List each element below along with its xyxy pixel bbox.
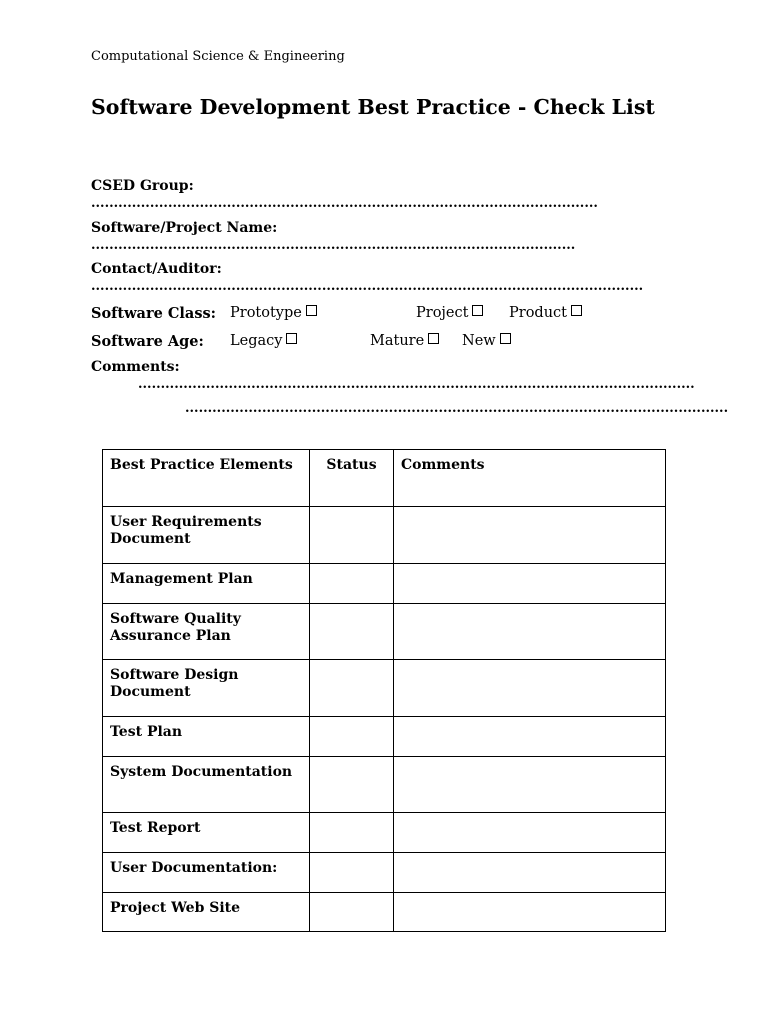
csed-group-label: CSED Group: [91, 178, 194, 194]
comments-cell[interactable] [394, 717, 666, 757]
comments-cell[interactable] [394, 564, 666, 604]
header-comments: Comments [394, 450, 666, 507]
option-new[interactable] [462, 333, 511, 349]
department-heading: Computational Science & Engineering [91, 49, 345, 64]
comments-cell[interactable] [394, 853, 666, 893]
row-label: User Requirements Document [103, 507, 310, 564]
row-label: User Documentation: [103, 853, 310, 893]
checkbox-project[interactable] [472, 305, 483, 316]
option-prototype[interactable] [230, 305, 317, 321]
option-product-label: Product [509, 305, 567, 321]
comments-cell[interactable] [394, 813, 666, 853]
table-row [103, 893, 666, 932]
row-label: Test Report [103, 813, 310, 853]
software-class-label: Software Class: [91, 305, 216, 322]
checkbox-mature[interactable] [428, 333, 439, 344]
option-product[interactable] [509, 305, 582, 321]
option-mature[interactable] [370, 333, 439, 349]
comments-cell[interactable] [394, 507, 666, 564]
header-best-practice: Best Practice Elements [103, 450, 310, 507]
best-practice-table [102, 449, 666, 932]
table-row [103, 717, 666, 757]
comments-dotted-line-1[interactable]: ........................................................................................................................... [138, 377, 695, 392]
status-cell[interactable] [310, 660, 394, 717]
comments-cell[interactable] [394, 660, 666, 717]
checkbox-legacy[interactable] [286, 333, 297, 344]
option-mature-label: Mature [370, 333, 425, 349]
table-row [103, 507, 666, 564]
comments-cell[interactable] [394, 604, 666, 660]
option-project[interactable] [416, 305, 483, 321]
status-cell[interactable] [310, 757, 394, 813]
checkbox-product[interactable] [571, 305, 582, 316]
option-legacy-label: Legacy [230, 333, 283, 349]
table-row [103, 853, 666, 893]
row-label: Management Plan [103, 564, 310, 604]
table-row [103, 564, 666, 604]
contact-auditor-dotted-line[interactable]: .......................................................................................................................... [91, 279, 644, 294]
row-label: Test Plan [103, 717, 310, 757]
status-cell[interactable] [310, 893, 394, 932]
comments-dotted-line-2[interactable]: ........................................................................................................................ [185, 401, 729, 416]
comments-cell[interactable] [394, 757, 666, 813]
table-row [103, 813, 666, 853]
option-new-label: New [462, 333, 496, 349]
table-row [103, 757, 666, 813]
status-cell[interactable] [310, 717, 394, 757]
status-cell[interactable] [310, 813, 394, 853]
software-age-label: Software Age: [91, 333, 204, 350]
row-label: Software Quality Assurance Plan [103, 604, 310, 660]
row-label: System Documentation [103, 757, 310, 813]
software-class-row [91, 305, 567, 322]
contact-auditor-label: Contact/Auditor: [91, 261, 222, 277]
project-name-label: Software/Project Name: [91, 220, 278, 236]
comments-cell[interactable] [394, 893, 666, 932]
page-title: Software Development Best Practice - Check List [91, 95, 655, 119]
header-status: Status [310, 450, 394, 507]
table-row [103, 660, 666, 717]
option-prototype-label: Prototype [230, 305, 302, 321]
csed-group-dotted-line[interactable]: ................................................................................................................ [91, 196, 598, 211]
status-cell[interactable] [310, 564, 394, 604]
comments-label: Comments: [91, 359, 180, 375]
checkbox-prototype[interactable] [306, 305, 317, 316]
checkbox-new[interactable] [500, 333, 511, 344]
option-legacy[interactable] [230, 333, 297, 349]
status-cell[interactable] [310, 853, 394, 893]
project-name-dotted-line[interactable]: ........................................................................................................... [91, 238, 576, 253]
status-cell[interactable] [310, 507, 394, 564]
status-cell[interactable] [310, 604, 394, 660]
table-row [103, 604, 666, 660]
row-label: Software Design Document [103, 660, 310, 717]
row-label: Project Web Site [103, 893, 310, 932]
table-header-row [103, 450, 666, 507]
software-age-row [91, 333, 496, 350]
option-project-label: Project [416, 305, 469, 321]
